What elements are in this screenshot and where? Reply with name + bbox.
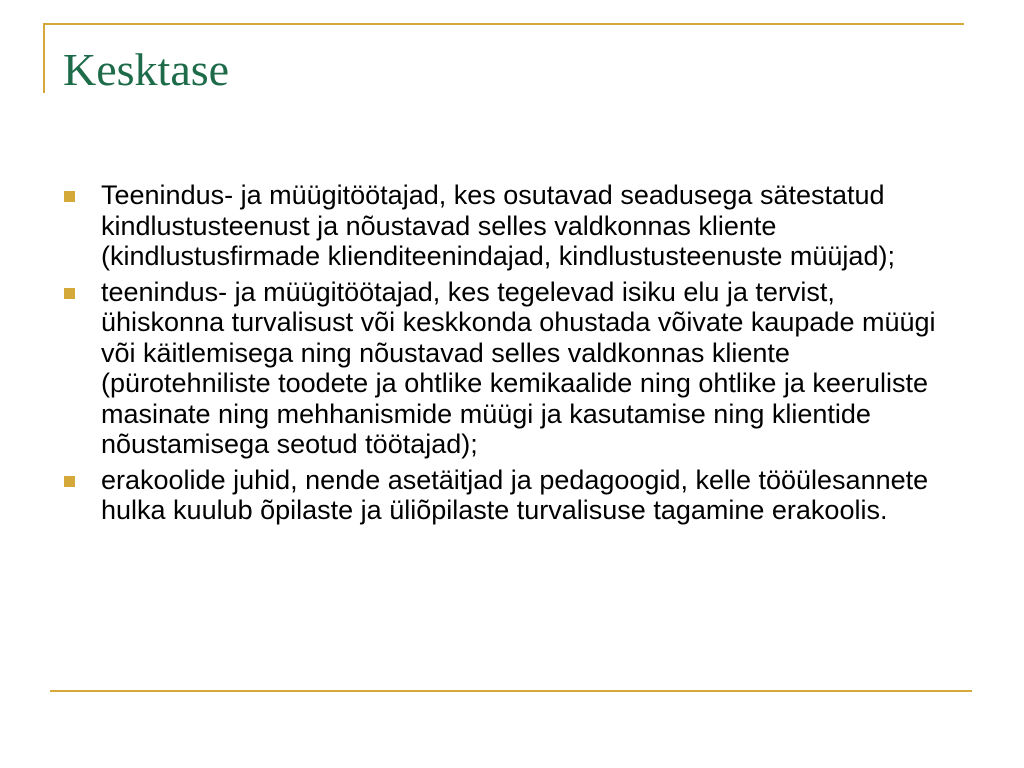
square-bullet-icon — [64, 191, 75, 202]
square-bullet-icon — [64, 288, 75, 299]
list-item — [62, 465, 962, 526]
slide-title: Kesktase — [63, 44, 230, 95]
left-accent-bar — [43, 23, 45, 93]
bullet-list — [62, 180, 962, 531]
list-item-text: erakoolide juhid, nende asetäitjad ja pedagoogid, kelle tööülesannete hulka kuulub õpilaste ja üliõpilaste turvalisuse tagamine erakoolis. — [101, 464, 929, 525]
list-item-text: Teenindus- ja müügitöötajad, kes osutavad seadusega sätestatud kindlustusteenust ja nõustavad selles valdkonnas kliente (kindlustusfirmade klienditeenindajad, kindlustusteenuste müüjad); — [101, 180, 895, 271]
bottom-divider — [50, 690, 972, 692]
list-item — [62, 277, 962, 460]
square-bullet-icon — [64, 476, 75, 487]
top-divider — [44, 23, 964, 25]
list-item-text: teenindus- ja müügitöötajad, kes tegelevad isiku elu ja tervist, ühiskonna turvalisust või keskkonda ohustada võivate kaupade müügi või käitlemisega ning nõustavad selles valdkonnas kliente (pürotehniliste toodete ja ohtlike kemikaalide ning ohtlike ja keeruliste masinate ning mehhanismide müügi ja kasutamise ning klientide nõustamisega seotud töötajad); — [101, 276, 936, 459]
list-item — [62, 180, 962, 272]
